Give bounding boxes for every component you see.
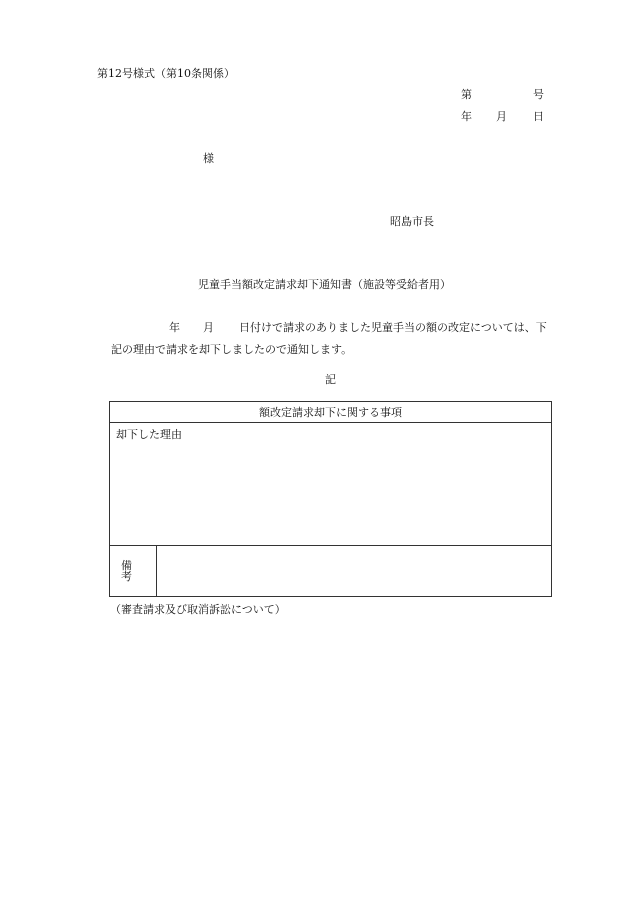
issue-date-month: 月 [496,110,507,123]
body-date-year: 年 [169,321,180,334]
body-line-2: 記の理由で請求を却下しましたので通知します。 [111,343,353,356]
reason-label: 却下した理由 [116,428,182,441]
document-number-prefix: 第 [461,88,472,101]
issue-date-day: 日 [533,110,544,123]
rejection-details-table [109,401,552,597]
document-number-suffix: 号 [533,88,544,101]
body-line-1: 日付けで請求のありました児童手当の額の改定については、下 [239,321,547,334]
remarks-label-cell [110,546,157,596]
table-header: 額改定請求却下に関する事項 [110,402,551,423]
recipient-honorific: 様 [203,152,214,165]
body-date-month: 月 [203,321,214,334]
reason-cell [110,423,551,546]
form-number: 第12号様式（第10条関係） [97,67,235,80]
footer-note: （審査請求及び取消訴訟について） [110,603,286,616]
remarks-row [110,546,551,596]
issuer-name: 昭島市長 [390,215,434,228]
issue-date-year: 年 [461,110,472,123]
remarks-value-cell [157,546,551,596]
ki-label: 記 [325,373,336,386]
document-title: 児童手当額改定請求却下通知書（施設等受給者用） [198,278,451,291]
remarks-label: 備考 [121,559,143,583]
